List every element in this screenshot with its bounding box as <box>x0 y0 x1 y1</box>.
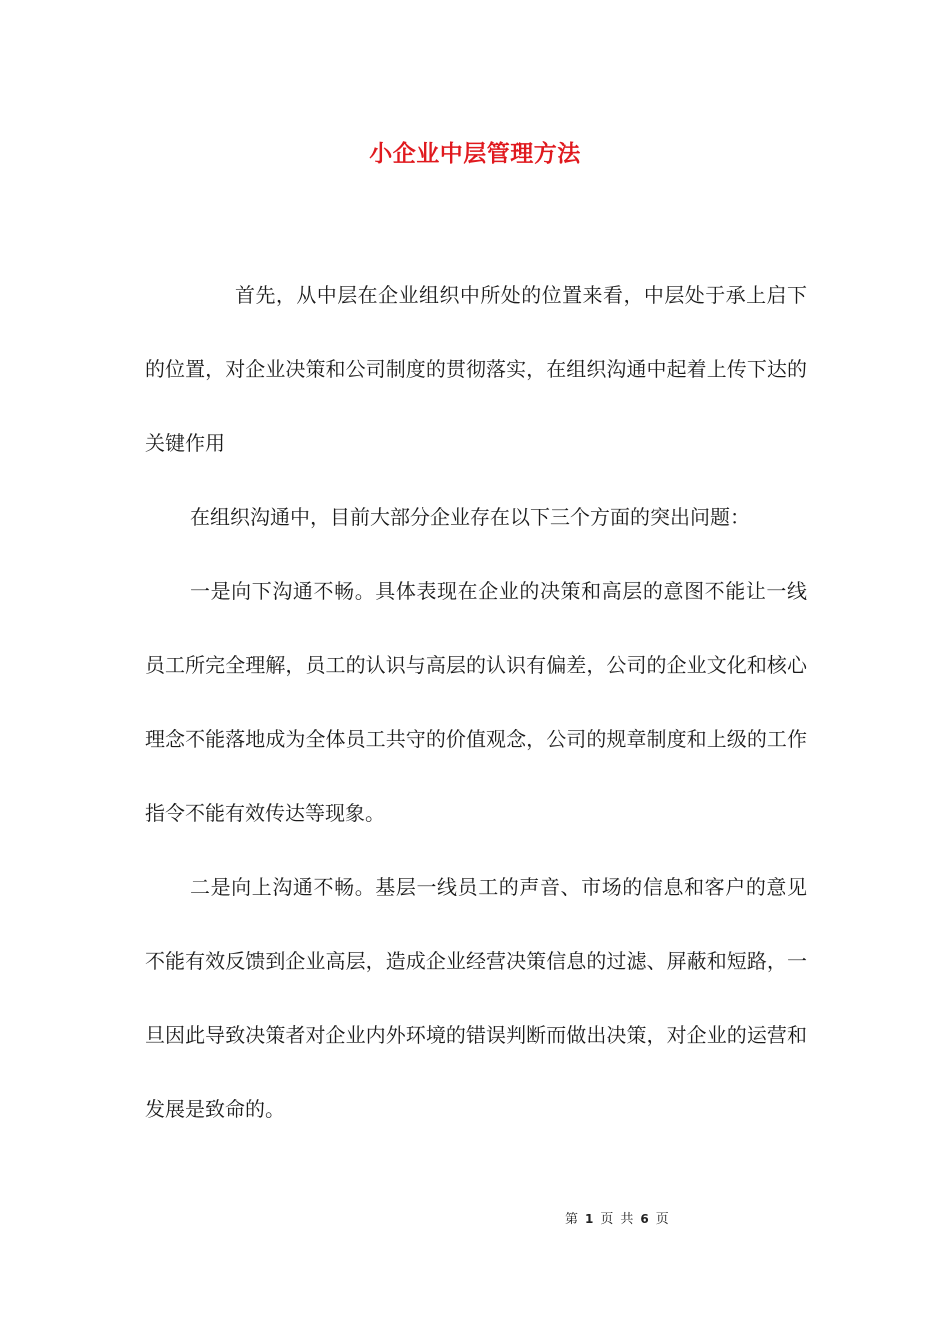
paragraph-2: 在组织沟通中，目前大部分企业存在以下三个方面的突出问题： <box>190 505 750 529</box>
paragraph-4: 二是向上沟通不畅。基层一线员工的声音、市场的信息和客户的意见不能有效反馈到企业高层，造成企业经营决策信息的过滤、屏蔽和短路，一旦因此导致决策者对企业内外环境的错误判断而做出决策，对企业的运营和发展是致命的。 <box>145 875 807 1121</box>
footer-total-pages: 6 <box>640 1212 650 1226</box>
page-footer <box>565 1208 676 1227</box>
paragraph-1: 首先，从中层在企业组织中所处的位置来看，中层处于承上启下的位置，对企业决策和公司制度的贯彻落实，在组织沟通中起着上传下达的关键作用 <box>145 283 807 455</box>
paragraph-3: 一是向下沟通不畅。具体表现在企业的决策和高层的意图不能让一线员工所完全理解，员工的认识与高层的认识有偏差，公司的企业文化和核心理念不能落地成为全体员工共守的价值观念，公司的规章制度和上级的工作指令不能有效传达等现象。 <box>145 579 807 825</box>
footer-total-word: 共 <box>620 1212 635 1227</box>
footer-suffix: 页 <box>655 1212 670 1227</box>
footer-prefix: 第 <box>565 1212 580 1227</box>
footer-page-word: 页 <box>600 1212 615 1227</box>
footer-current-page: 1 <box>585 1212 595 1226</box>
document-title: 小企业中层管理方法 <box>369 140 581 167</box>
